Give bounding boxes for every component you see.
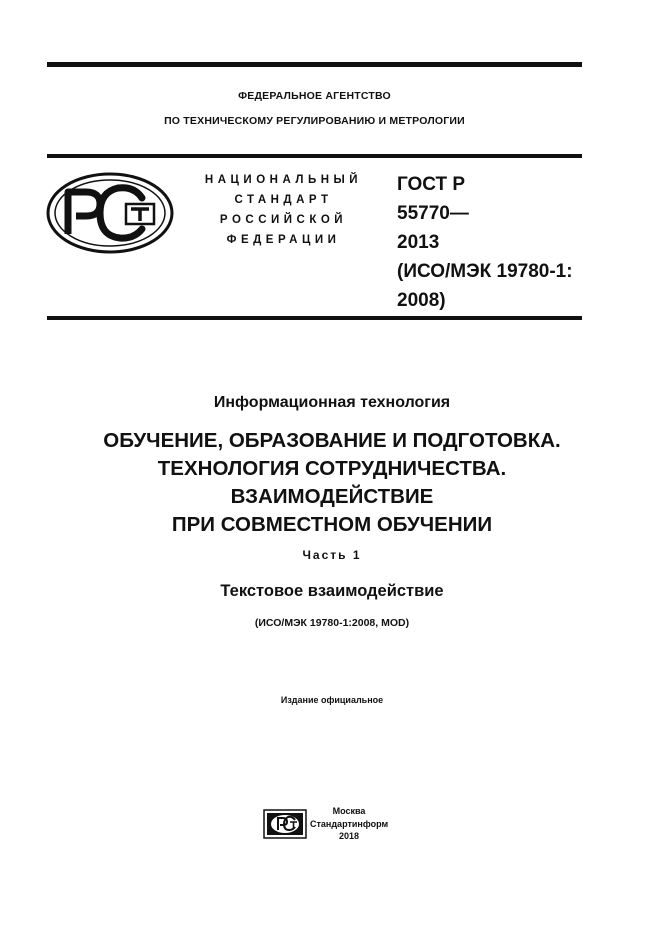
designation-line-1: ГОСТ Р [397, 174, 466, 195]
national-standard-line-4: ФЕДЕРАЦИИ [226, 234, 341, 246]
title-line-4: ПРИ СОВМЕСТНОМ ОБУЧЕНИИ [171, 513, 493, 536]
title-line-3: ВЗАИМОДЕЙСТВИЕ [230, 485, 434, 508]
subject-heading: Информационная технология [213, 394, 451, 411]
title-line-2: ТЕХНОЛОГИЯ СОТРУДНИЧЕСТВА. [157, 457, 507, 480]
national-standard-line-2: СТАНДАРТ [234, 194, 333, 206]
top-rule [47, 62, 582, 67]
document-title [47, 427, 617, 539]
national-standard-line-3: РОССИЙСКОЙ [219, 214, 348, 226]
agency-line-2: ПО ТЕХНИЧЕСКОМУ РЕГУЛИРОВАНИЮ И МЕТРОЛОГИИ [164, 115, 465, 127]
standartinform-logo-icon [263, 809, 307, 839]
publisher-city: Москва [332, 806, 366, 816]
designation-line-5: 2008) [397, 290, 446, 311]
designation-line-4: (ИСО/МЭК 19780-1: [397, 261, 573, 282]
standard-designation [397, 170, 582, 315]
publisher-name: Стандартинформ [310, 818, 389, 829]
publisher-block [310, 805, 388, 843]
bottom-rule [47, 316, 582, 320]
agency-line-1: ФЕДЕРАЛЬНОЕ АГЕНТСТВО [238, 90, 391, 102]
middle-rule [47, 154, 582, 158]
national-standard-label [196, 170, 371, 250]
iso-reference: (ИСО/МЭК 19780-1:2008, MOD) [254, 617, 410, 629]
part-number: Часть 1 [302, 548, 362, 562]
gost-r-logo-icon [46, 172, 174, 254]
edition-note: Издание официальное [280, 695, 384, 705]
national-standard-line-1: НАЦИОНАЛЬНЫЙ [204, 174, 363, 186]
publisher-year: 2018 [338, 831, 360, 841]
title-line-1: ОБУЧЕНИЕ, ОБРАЗОВАНИЕ И ПОДГОТОВКА. [103, 429, 561, 452]
designation-line-2: 55770— [397, 203, 469, 224]
part-subtitle: Текстовое взаимодействие [220, 582, 444, 600]
designation-line-3: 2013 [397, 232, 440, 253]
